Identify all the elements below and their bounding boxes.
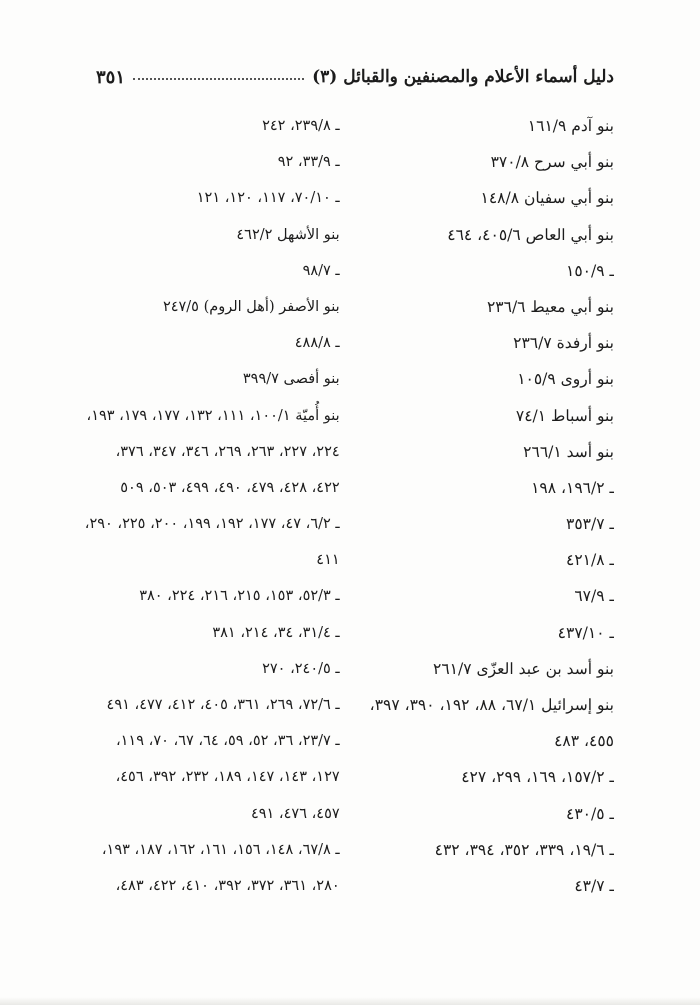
index-entry: بنو أرفدة ٢٣٦/٧ — [513, 334, 614, 353]
index-entry: ٢٢٤، ٢٢٧، ٢٦٣، ٢٦٩، ٣٤٦، ٣٤٧، ٣٧٦، — [115, 443, 340, 460]
page-bottom-edge — [0, 997, 700, 1005]
index-entry: ـ ١٥٠/٩ — [566, 261, 614, 280]
index-entry: بنو أبي العاص ٤٠٥/٦، ٤٦٤ — [447, 225, 614, 244]
index-entry: ـ ٦٧/٨، ١٤٨، ١٥٦، ١٦١، ١٦٢، ١٨٧، ١٩٣، — [101, 841, 340, 858]
index-entry: ـ ٤٢١/٨ — [566, 551, 614, 570]
index-entry: ـ ٣١/٤، ٣٤، ٢١٤، ٣٨١ — [212, 624, 340, 641]
index-entry: بنو أبي سفيان ١٤٨/٨ — [480, 189, 614, 208]
right-index-column — [370, 108, 614, 904]
index-entry: بنو أروى ١٠٥/٩ — [517, 370, 614, 389]
index-entry: ـ ٦٧/٩ — [574, 587, 614, 606]
index-entry: ـ ٢٣/٧، ٣٦، ٥٢، ٥٩، ٦٤، ٦٧، ٧٠، ١١٩، — [115, 733, 340, 750]
index-entry: ٤١١ — [316, 552, 340, 569]
index-columns — [84, 108, 614, 904]
index-entry: ـ ١٩٦/٢، ١٩٨ — [531, 478, 614, 497]
index-entry: ـ ٣٥٣/٧ — [566, 515, 614, 534]
index-entry: بنو الأشهل ٤٦٢/٢ — [236, 226, 340, 243]
index-entry: ـ ٤٣٠/٥ — [566, 804, 614, 823]
index-entry: بنو أسباط ٧٤/١ — [515, 406, 614, 425]
index-entry: ـ ٧٢/٦، ٢٦٩، ٣٦١، ٤٠٥، ٤١٢، ٤٧٧، ٤٩١ — [106, 697, 340, 713]
index-entry: ـ ٤٣٧/١٠ — [557, 623, 614, 642]
index-entry: ـ ٦/٢، ٤٧، ١٧٧، ١٩٢، ١٩٩، ٢٠٠، ٢٢٥، ٢٩٠، — [84, 516, 340, 533]
index-entry: ـ ١٩/٦، ٣٣٩، ٣٥٢، ٣٩٤، ٤٣٢ — [434, 840, 614, 859]
index-entry: بنو آدم ١٦١/٩ — [527, 117, 614, 135]
index-entry: ـ ٩٨/٧ — [302, 262, 340, 279]
index-entry: ـ ٣٣/٩، ٩٢ — [277, 154, 340, 171]
left-index-column — [85, 108, 340, 904]
index-entry: ـ ٢٤٠/٥، ٢٧٠ — [262, 660, 340, 677]
index-entry: بنو إسرائيل ٦٧/١، ٨٨، ١٩٢، ٣٩٠، ٣٩٧، — [369, 696, 614, 714]
index-entry: ٤٥٧، ٤٧٦، ٤٩١ — [250, 805, 340, 822]
index-entry: ـ ١٥٧/٢، ١٦٩، ٢٩٩، ٤٢٧ — [461, 768, 614, 787]
index-entry: بنو أفصى ٣٩٩/٧ — [242, 371, 340, 388]
index-entry: بنو أبي معيط ٢٣٦/٦ — [486, 297, 614, 316]
running-title: دليل أسماء الأعلام والمصنفين والقبائل (٣) — [312, 67, 614, 87]
index-entry: ـ ٤٨٨/٨ — [294, 335, 340, 352]
index-entry: بنو أبي سرح ٣٧٠/٨ — [490, 153, 614, 172]
leader-dots — [133, 64, 304, 80]
index-entry: ٤٥٥، ٤٨٣ — [554, 732, 614, 751]
index-entry: ٢٨٠، ٣٦١، ٣٧٢، ٣٩٢، ٤١٠، ٤٢٢، ٤٨٣، — [115, 877, 340, 894]
index-entry: ـ ٢٣٩/٨، ٢٤٢ — [262, 118, 340, 134]
index-entry: ـ ٤٣/٧ — [574, 876, 614, 895]
index-entry: ـ ٥٢/٣، ١٥٣، ٢١٥، ٢١٦، ٢٢٤، ٣٨٠ — [139, 588, 340, 605]
page-header — [96, 62, 614, 92]
index-entry: ١٢٧، ١٤٣، ١٤٧، ١٨٩، ٢٣٢، ٣٩٢، ٤٥٦، — [115, 769, 340, 786]
page-number: ٣٥١ — [96, 66, 126, 88]
index-entry: ٤٢٢، ٤٢٨، ٤٧٩، ٤٩٠، ٤٩٩، ٥٠٣، ٥٠٩ — [120, 479, 340, 496]
index-entry: بنو أُميّة ١٠٠/١، ١١١، ١٣٢، ١٧٧، ١٧٩، ١٩٣، — [86, 407, 340, 424]
index-entry: بنو أسد بن عبد العزّى ٢٦١/٧ — [433, 659, 614, 678]
index-entry: ـ ٧٠/١٠، ١١٧، ١٢٠، ١٢١ — [196, 190, 340, 207]
index-entry: بنو الأصفر (أهل الروم) ٢٤٧/٥ — [162, 298, 340, 315]
index-entry: بنو أسد ٢٦٦/١ — [523, 442, 614, 461]
